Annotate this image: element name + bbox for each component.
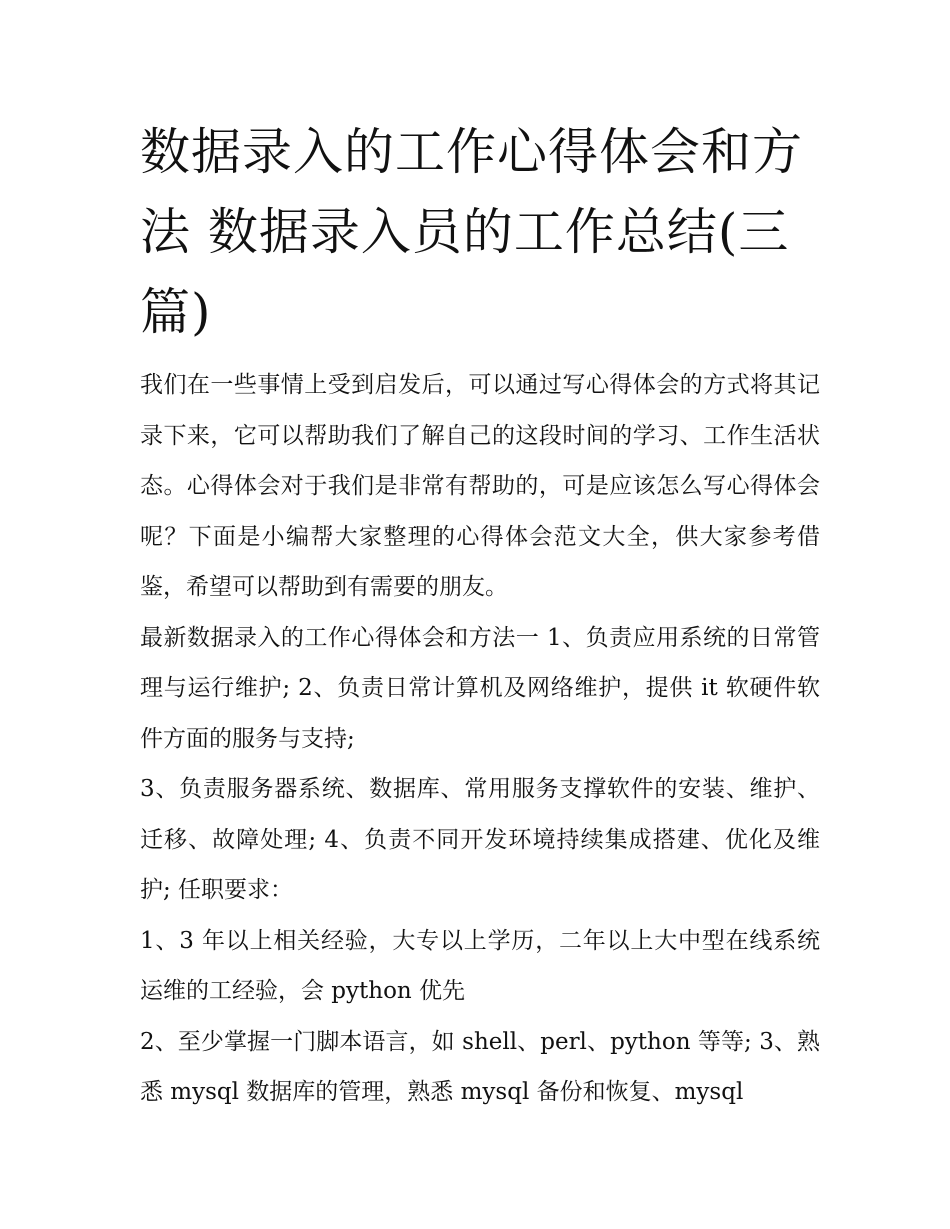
- paragraph-section-one: 最新数据录入的工作心得体会和方法一 1、负责应用系统的日常管理与运行维护; 2、负责日常计算机及网络维护，提供 it 软硬件软件方面的服务与支持;: [140, 624, 820, 752]
- paragraph-intro: 我们在一些事情上受到启发后，可以通过写心得体会的方式将其记录下来，它可以帮助我们了解自己的这段时间的学习、工作生活状态。心得体会对于我们是非常有帮助的，可是应该怎么写心得体会呢？下面是小编帮大家整理的心得体会范文大全，供大家参考借鉴，希望可以帮助到有需要的朋友。: [140, 372, 820, 600]
- paragraph-requirement-2: 2、至少掌握一门脚本语言，如 shell、perl、python 等等; 3、熟悉 mysql 数据库的管理，熟悉 mysql 备份和恢复、mysql: [140, 1028, 820, 1105]
- paragraph-duties: 3、负责服务器系统、数据库、常用服务支撑软件的安装、维护、迁移、故障处理; 4、负责不同开发环境持续集成搭建、优化及维护; 任职要求：: [140, 776, 820, 903]
- paragraph-requirement-1: 1、3 年以上相关经验，大专以上学历，二年以上大中型在线系统运维的工经验，会 python 优先: [140, 927, 820, 1004]
- document-body: [140, 360, 820, 1118]
- document-title: 数据录入的工作心得体会和方法 数据录入员的工作总结(三篇): [140, 123, 803, 341]
- document-page: [140, 112, 820, 1118]
